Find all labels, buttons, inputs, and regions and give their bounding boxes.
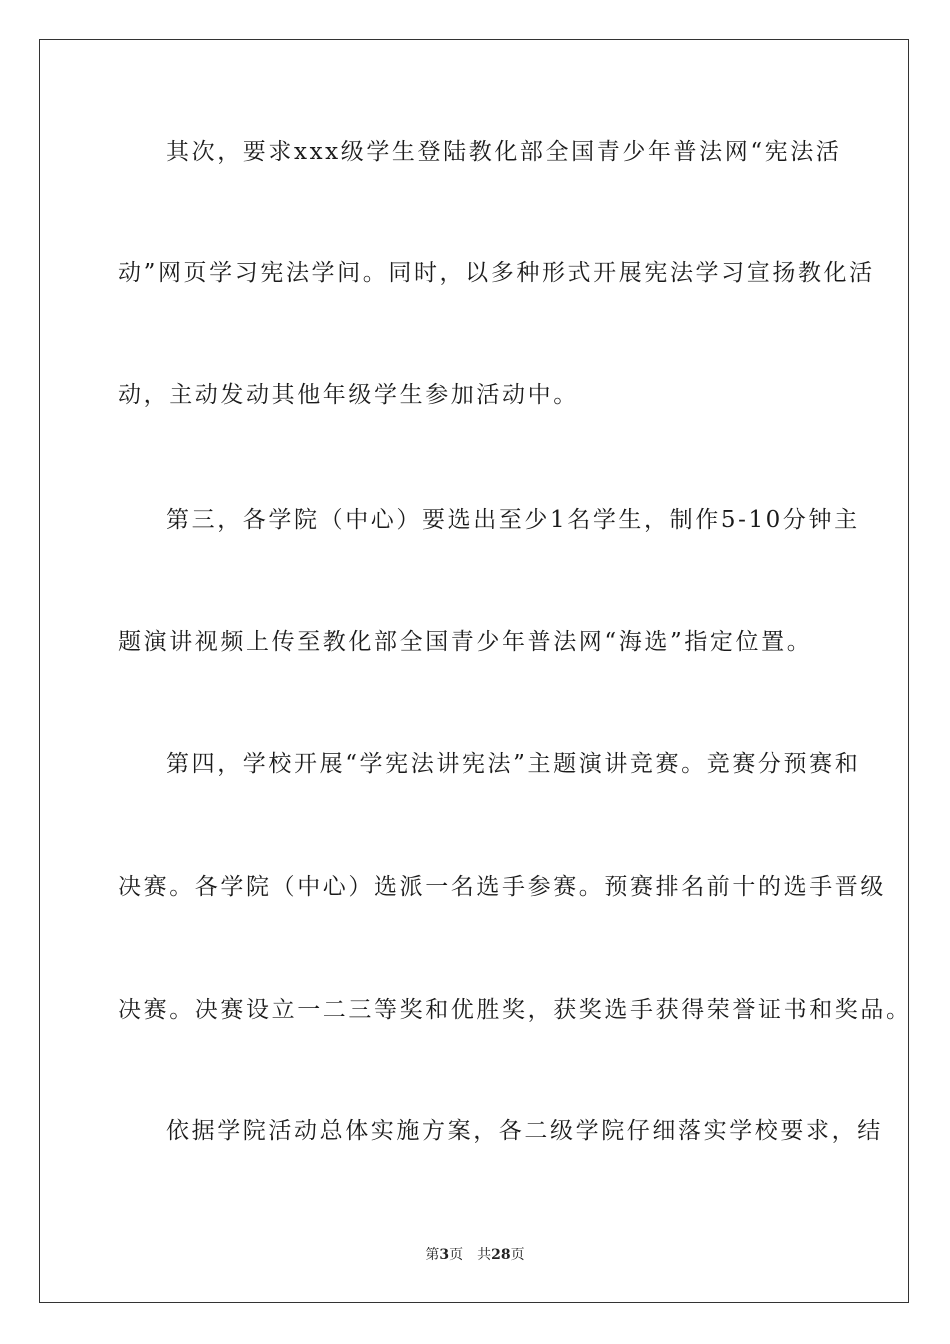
footer-page-suffix: 页 <box>449 1247 464 1263</box>
paragraph-1-line-2: 动”网页学习宪法学问。同时，以多种形式开展宪法学习宣扬教化活 <box>118 260 875 286</box>
paragraph-3-line-1: 第四，学校开展“学宪法讲宪法”主题演讲竞赛。竞赛分预赛和 <box>166 751 861 777</box>
footer-page-prefix: 第 <box>425 1247 440 1263</box>
paragraph-4-line-1: 依据学院活动总体实施方案，各二级学院仔细落实学校要求，结 <box>166 1118 883 1144</box>
paragraph-2-line-1: 第三，各学院（中心）要选出至少1名学生，制作5-10分钟主 <box>166 507 860 533</box>
paragraph-2-line-2: 题演讲视频上传至教化部全国青少年普法网“海选”指定位置。 <box>118 629 813 655</box>
paragraph-1-line-3: 动，主动发动其他年级学生参加活动中。 <box>118 382 579 408</box>
footer-total-suffix: 页 <box>510 1247 525 1263</box>
footer-total-prefix: 共 <box>477 1247 492 1263</box>
page-footer <box>0 1246 950 1264</box>
paragraph-3-line-3: 决赛。决赛设立一二三等奖和优胜奖，获奖选手获得荣誉证书和奖品。 <box>118 997 912 1023</box>
footer-total-pages: 28 <box>491 1247 511 1263</box>
paragraph-1-line-1: 其次，要求xxx级学生登陆教化部全国青少年普法网“宪法活 <box>166 139 842 165</box>
paragraph-3-line-2: 决赛。各学院（中心）选派一名选手参赛。预赛排名前十的选手晋级 <box>118 874 886 900</box>
page-frame <box>39 39 912 1303</box>
footer-page-number: 3 <box>439 1247 450 1263</box>
